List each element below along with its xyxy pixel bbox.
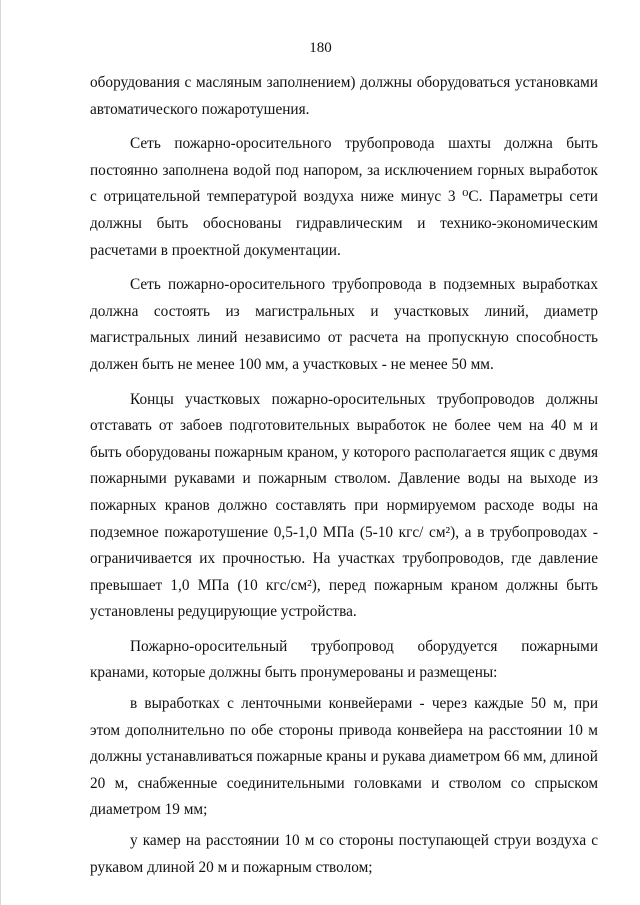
paragraph-2: Сеть пожарно-оросительного трубопровода шахты должна быть постоянно заполнена водой под напором, за исключением горных выработок с отрицательной температурой воздуха ниже минус 3 ⁰С. Параметры сети должны быть обоснованы гидравлическим и технико-экономическим расчетами в проектной документации. [90,135,598,259]
list-item-1: в выработках с ленточными конвейерами - через каждые 50 м, при этом дополнительно по обе стороны привода конвейера на расстоянии 10 м должны устанавливаться пожарные краны и рукава диаметром 66 мм, длиной 20 м, снабженные соединительными головками и стволом со спрыском диаметром 19 мм; [90,695,598,819]
paragraph-5: Пожарно-оросительный трубопровод оборудуется пожарными кранами, которые должны быть пронумерованы и размещены: [90,637,598,682]
paragraph-1: оборудования с масляным заполнением) должны оборудоваться установками автоматического пожаротушения. [90,74,598,118]
paragraph-3: Сеть пожарно-оросительного трубопровода в подземных выработках должна состоять из магистральных и участковых линий, диаметр магистральных линий независимо от расчета на пропускную способность должен быть не менее 100 мм, а участковых - не менее 50 мм. [90,276,598,373]
document-body [90,70,598,881]
list-item-2: у камер на расстоянии 10 м со стороны поступающей струи воздуха с рукавом длиной 20 м и пожарным стволом; [90,832,598,876]
page-number: 180 [309,40,332,56]
paragraph-4: Концы участковых пожарно-оросительных трубопроводов должны отставать от забоев подготовительных выработок не более чем на 40 м и быть оборудованы пожарным краном, у которого располагается ящик с двумя пожарными рукавами и пожарным стволом. Давление воды на выходе из пожарных кранов должно составлять при нормируемом расходе воды на подземное пожаротушение 0,5-1,0 МПа (5-10 кгс/ см²), а в трубопроводах - ограничивается их прочностью. На участках трубопроводов, где давление превышает 1,0 МПа (10 кгс/см²), перед пожарным краном должны быть установлены редуцирующие устройства. [90,390,598,621]
